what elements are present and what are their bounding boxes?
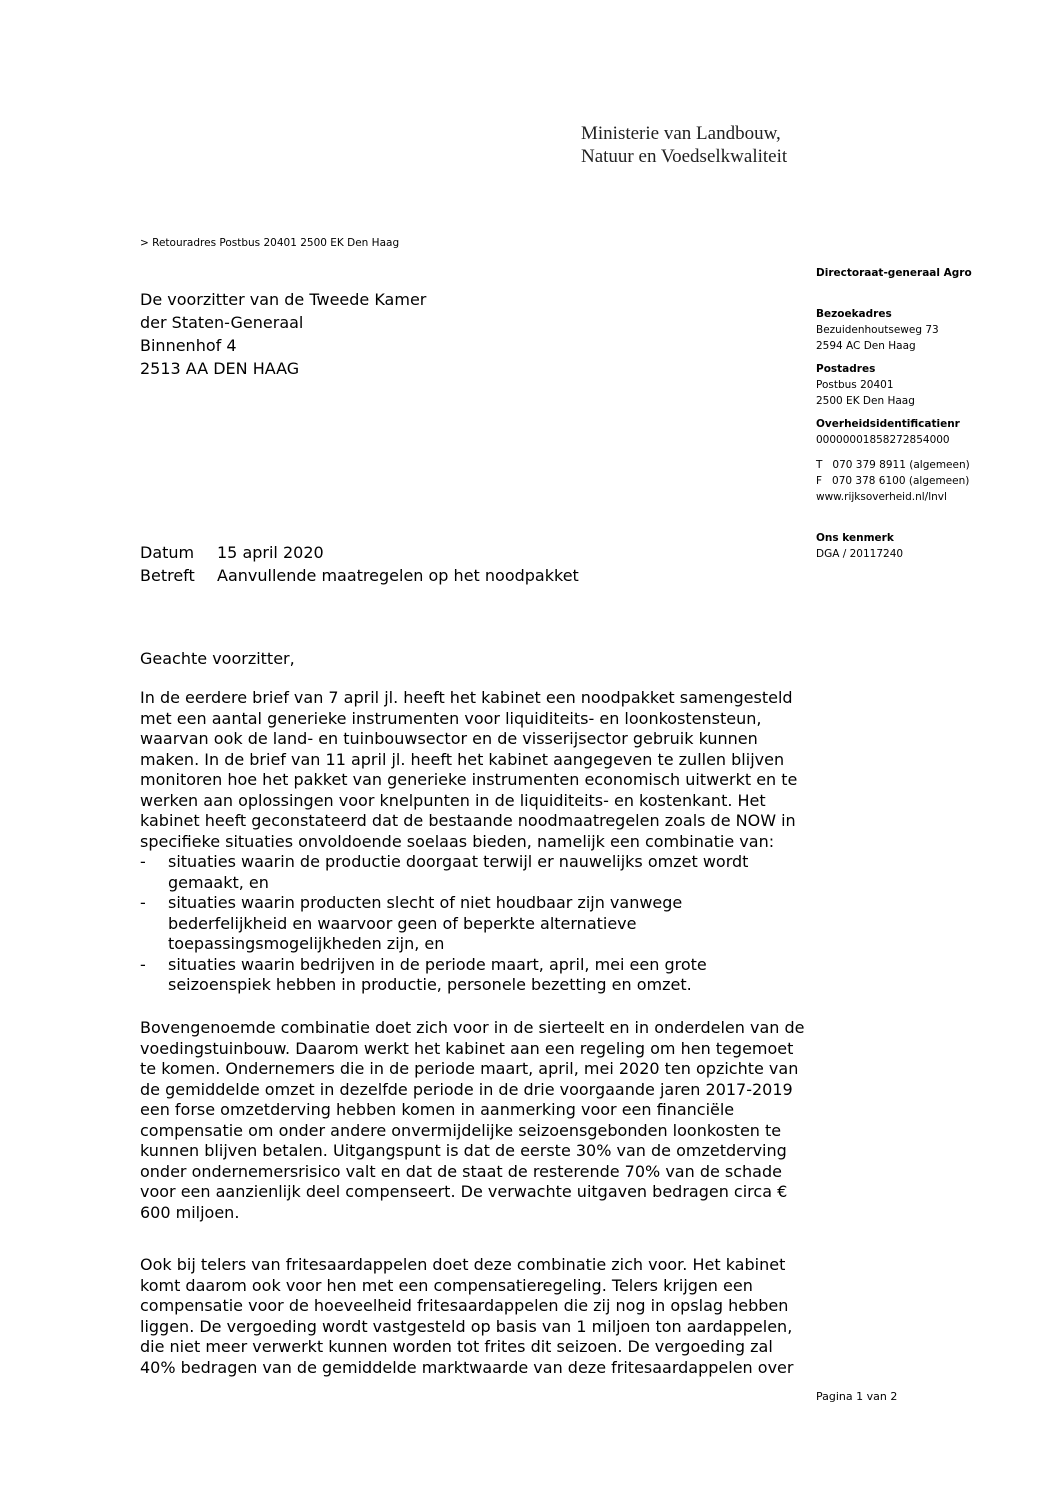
subject-row	[140, 564, 579, 587]
bullet-line: situaties waarin producten slecht of niet houdbaar zijn vanwege	[168, 893, 683, 912]
ministry-name-line1: Ministerie van Landbouw,	[581, 123, 781, 144]
visit-address-line: Bezuidenhoutseweg 73	[816, 324, 939, 336]
date-row	[140, 541, 579, 564]
body-line: compensatie om onder andere onvermijdelijke seizoensgebonden loonkosten te	[140, 1120, 782, 1140]
sidebar-reference	[816, 530, 903, 562]
bullet-line: situaties waarin bedrijven in de periode maart, april, mei een grote	[168, 954, 707, 974]
body-line: 600 miljoen.	[140, 1202, 240, 1222]
body-line: monitoren hoe het pakket van generieke instrumenten economisch uitwerkt en te	[140, 770, 798, 789]
bullet-line: seizoenspiek hebben in productie, personele bezetting en omzet.	[168, 975, 692, 994]
bullet-dash: -	[140, 852, 146, 871]
salutation: Geachte voorzitter,	[140, 649, 295, 668]
subject-value: Aanvullende maatregelen op het noodpakket	[217, 566, 579, 585]
post-address-line: 2500 EK Den Haag	[816, 395, 915, 407]
body-line: kunnen blijven betalen. Uitgangspunt is dat de eerste 30% van de omzetderving	[140, 1141, 787, 1160]
bullet-item	[140, 955, 810, 996]
paragraph-3	[140, 1255, 810, 1378]
return-address: > Retouradres Postbus 20401 2500 EK Den Haag	[140, 237, 400, 249]
ministry-name-line2: Natuur en Voedselkwaliteit	[581, 146, 788, 167]
ministry-logo	[581, 122, 787, 168]
bullet-line: gemaakt, en	[168, 872, 269, 892]
letter-meta	[140, 541, 579, 587]
bullet-item	[140, 893, 810, 955]
date-value: 15 april 2020	[217, 543, 324, 562]
reference-value: DGA / 20117240	[816, 548, 904, 560]
sidebar-contact	[816, 457, 970, 505]
body-line: te komen. Ondernemers die in de periode maart, april, mei 2020 ten opzichte van	[140, 1059, 799, 1078]
oin-value: 00000001858272854000	[816, 434, 950, 446]
body-line: specifieke situaties onvoldoende soelaas bieden, namelijk een combinatie van:	[140, 831, 775, 851]
recipient-line: 2513 AA DEN HAAG	[140, 359, 300, 378]
body-line: compensatie voor de hoeveelheid fritesaardappelen die zij nog in opslag hebben	[140, 1296, 789, 1315]
visit-address-line: 2594 AC Den Haag	[816, 340, 916, 352]
body-line: Bovengenoemde combinatie doet zich voor in de sierteelt en in onderdelen van de	[140, 1018, 805, 1037]
website-link[interactable]: www.rijksoverheid.nl/lnvl	[816, 491, 947, 503]
body-line: 40% bedragen van de gemiddelde marktwaarde van deze fritesaardappelen over	[140, 1357, 794, 1377]
body-line: liggen. De vergoeding wordt vastgesteld op basis van 1 miljoen ton aardappelen,	[140, 1316, 793, 1336]
bullet-line: bederfelijkheid en waarvoor geen of beperkte alternatieve	[168, 913, 637, 933]
sidebar-oin	[816, 416, 960, 448]
body-line: Ook bij telers van fritesaardappelen doet deze combinatie zich voor. Het kabinet	[140, 1255, 786, 1274]
body-line: met een aantal generieke instrumenten voor liquiditeits- en loonkostensteun,	[140, 708, 762, 728]
body-line: waarvan ook de land- en tuinbouwsector en de visserijsector gebruik kunnen	[140, 729, 758, 748]
bullet-line: situaties waarin de productie doorgaat terwijl er nauwelijks omzet wordt	[168, 852, 749, 871]
bullet-dash: -	[140, 893, 146, 912]
body-line: de gemiddelde omzet in dezelfde periode in de drie voorgaande jaren 2017-2019	[140, 1079, 793, 1099]
recipient-address	[140, 288, 426, 380]
page-number: Pagina 1 van 2	[816, 1390, 898, 1403]
body-line: die niet meer verwerkt kunnen worden tot frites dit seizoen. De vergoeding zal	[140, 1337, 773, 1356]
body-line: onder ondernemersrisico valt en dat de staat de resterende 70% van de schade	[140, 1161, 782, 1181]
recipient-line: Binnenhof 4	[140, 336, 237, 355]
recipient-line: der Staten-Generaal	[140, 313, 304, 332]
bullet-line: toepassingsmogelijkheden zijn, en	[168, 934, 445, 953]
body-line: voedingstuinbouw. Daarom werkt het kabinet aan een regeling om hen tegemoet	[140, 1038, 794, 1058]
paragraph-2	[140, 1018, 810, 1223]
visit-address-heading: Bezoekadres	[816, 308, 892, 320]
body-line: voor een aanzienlijk deel compenseert. De verwachte uitgaven bedragen circa €	[140, 1182, 788, 1201]
oin-heading: Overheidsidentificatienr	[816, 418, 960, 430]
sidebar-visit-address	[816, 306, 939, 354]
body-line: In de eerdere brief van 7 april jl. heeft het kabinet een noodpakket samengesteld	[140, 688, 793, 707]
reference-heading: Ons kenmerk	[816, 532, 894, 544]
paragraph-1	[140, 688, 810, 996]
date-label: Datum	[140, 543, 195, 562]
bullet-item	[140, 852, 810, 893]
bullet-dash: -	[140, 954, 146, 974]
body-line: kabinet heeft geconstateerd dat de bestaande noodmaatregelen zoals de NOW in	[140, 811, 796, 830]
body-line: een forse omzetderving hebben komen in aanmerking voor een financiële	[140, 1100, 735, 1119]
recipient-line: De voorzitter van de Tweede Kamer	[140, 290, 427, 309]
phone-number: T 070 379 8911 (algemeen)	[816, 459, 970, 471]
fax-number: F 070 378 6100 (algemeen)	[816, 475, 970, 487]
body-line: maken. In de brief van 11 april jl. heeft het kabinet aangegeven te zullen blijven	[140, 749, 785, 769]
post-address-line: Postbus 20401	[816, 379, 894, 391]
subject-label: Betreft	[140, 566, 195, 585]
directorate-name: Directoraat-generaal Agro	[816, 267, 972, 279]
post-address-heading: Postadres	[816, 363, 876, 375]
sidebar-directorate	[816, 265, 972, 281]
sidebar-post-address	[816, 361, 915, 409]
body-line: werken aan oplossingen voor knelpunten in de liquiditeits- en kostenkant. Het	[140, 790, 766, 810]
body-line: komt daarom ook voor hen met een compensatieregeling. Telers krijgen een	[140, 1275, 753, 1295]
